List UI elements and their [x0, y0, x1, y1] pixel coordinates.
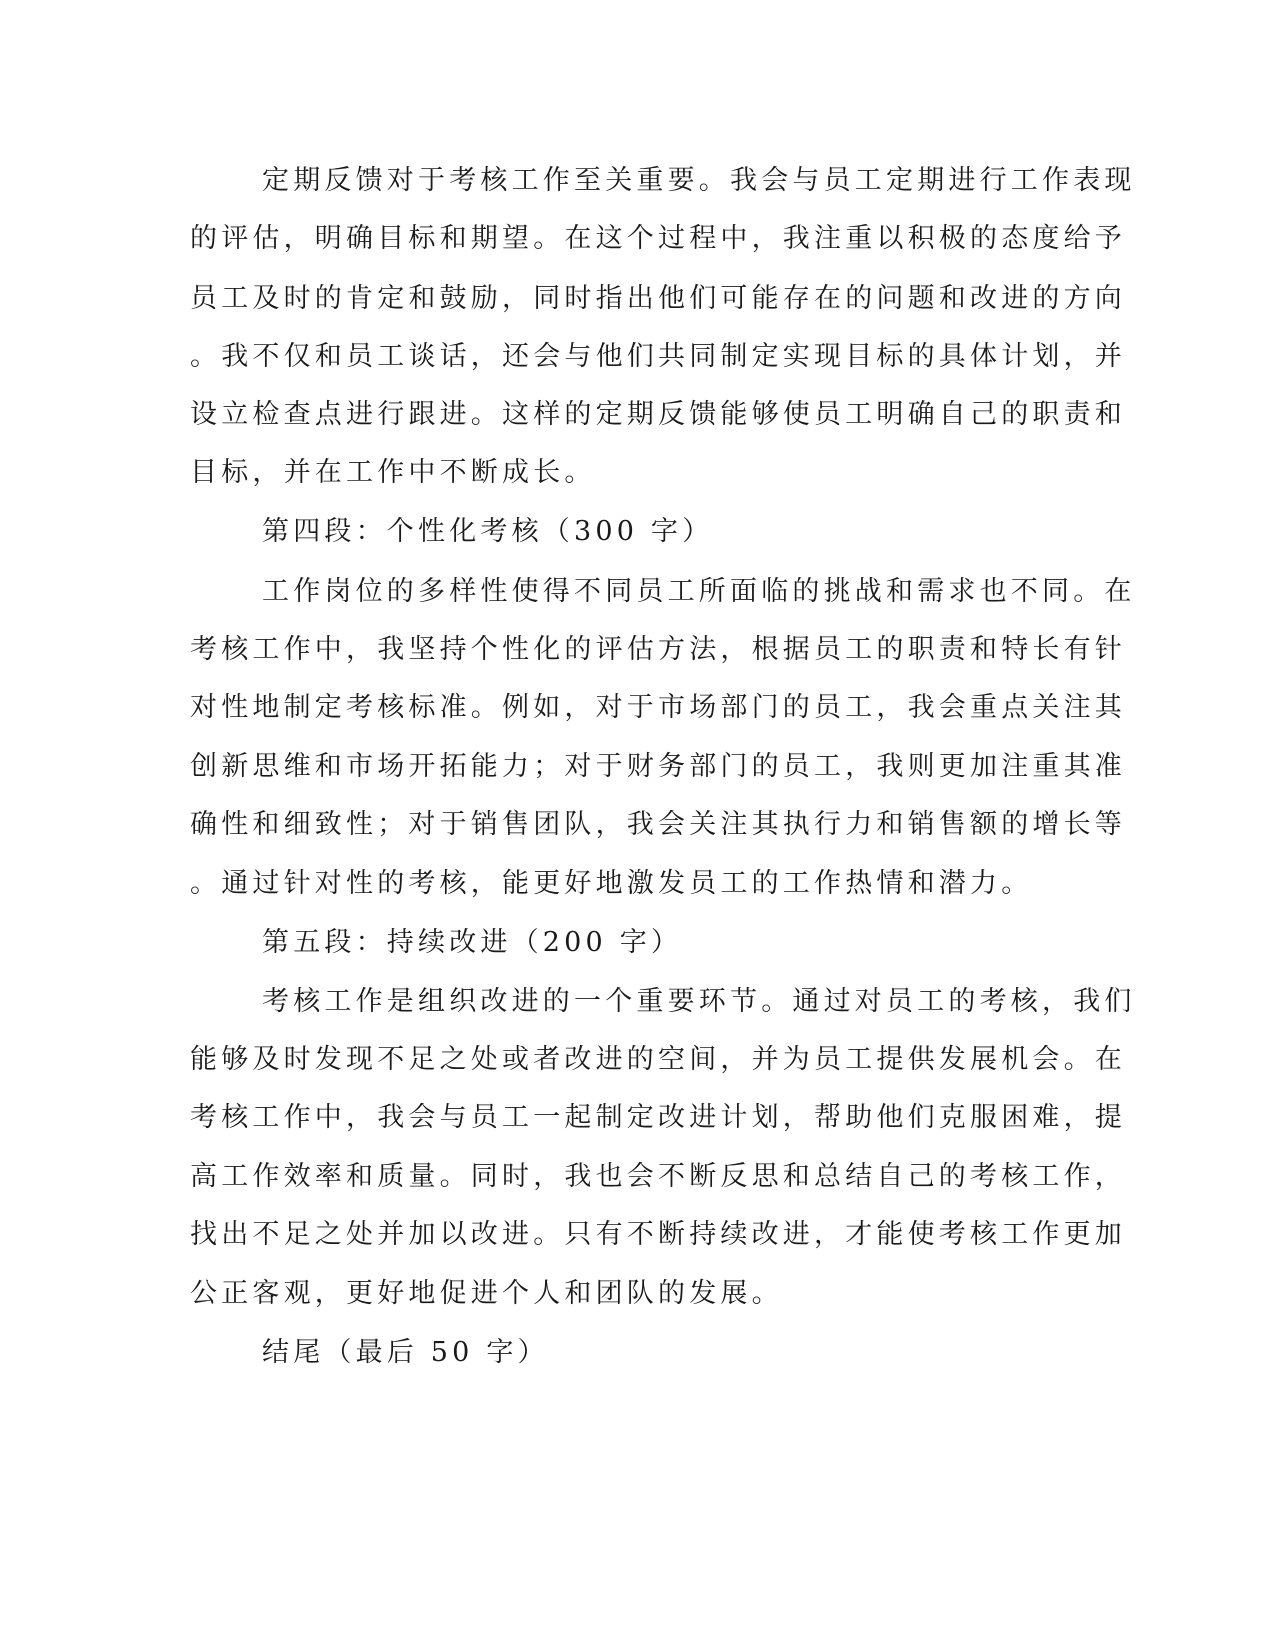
section-heading: 第五段：持续改进（200 字） — [262, 927, 683, 958]
section-heading: 结尾（最后 50 字） — [262, 1337, 549, 1368]
paragraph-line: 创新思维和市场开拓能力；对于财务部门的员工，我则更加注重其准 — [190, 751, 1126, 782]
paragraph-line: 对性地制定考核标准。例如，对于市场部门的员工，我会重点关注其 — [190, 692, 1126, 723]
paragraph-line: 设立检查点进行跟进。这样的定期反馈能够使员工明确自己的职责和 — [190, 399, 1126, 430]
paragraph-line: 。通过针对性的考核，能更好地激发员工的工作热情和潜力。 — [190, 868, 1033, 899]
paragraph-line: 定期反馈对于考核工作至关重要。我会与员工定期进行工作表现 — [262, 165, 1136, 196]
paragraph-line: 确性和细致性；对于销售团队，我会关注其执行力和销售额的增长等 — [190, 809, 1126, 840]
paragraph-line: 员工及时的肯定和鼓励，同时指出他们可能存在的问题和改进的方向 — [190, 283, 1126, 314]
paragraph-line: 考核工作中，我坚持个性化的评估方法，根据员工的职责和特长有针 — [190, 634, 1126, 665]
paragraph-line: 目标，并在工作中不断成长。 — [190, 457, 596, 488]
paragraph-line: 高工作效率和质量。同时，我也会不断反思和总结自己的考核工作， — [190, 1161, 1126, 1192]
paragraph-line: 。我不仅和员工谈话，还会与他们共同制定实现目标的具体计划，并 — [190, 341, 1126, 372]
paragraph-line: 找出不足之处并加以改进。只有不断持续改进，才能使考核工作更加 — [190, 1219, 1126, 1250]
paragraph-line: 考核工作中，我会与员工一起制定改进计划，帮助他们克服困难，提 — [190, 1102, 1126, 1133]
paragraph-line: 考核工作是组织改进的一个重要环节。通过对员工的考核，我们 — [262, 986, 1136, 1017]
paragraph-line: 能够及时发现不足之处或者改进的空间，并为员工提供发展机会。在 — [190, 1044, 1126, 1075]
paragraph-line: 工作岗位的多样性使得不同员工所面临的挑战和需求也不同。在 — [262, 576, 1136, 607]
paragraph-line: 的评估，明确目标和期望。在这个过程中，我注重以积极的态度给予 — [190, 223, 1126, 254]
section-heading: 第四段：个性化考核（300 字） — [262, 516, 714, 547]
paragraph-line: 公正客观，更好地促进个人和团队的发展。 — [190, 1278, 783, 1309]
